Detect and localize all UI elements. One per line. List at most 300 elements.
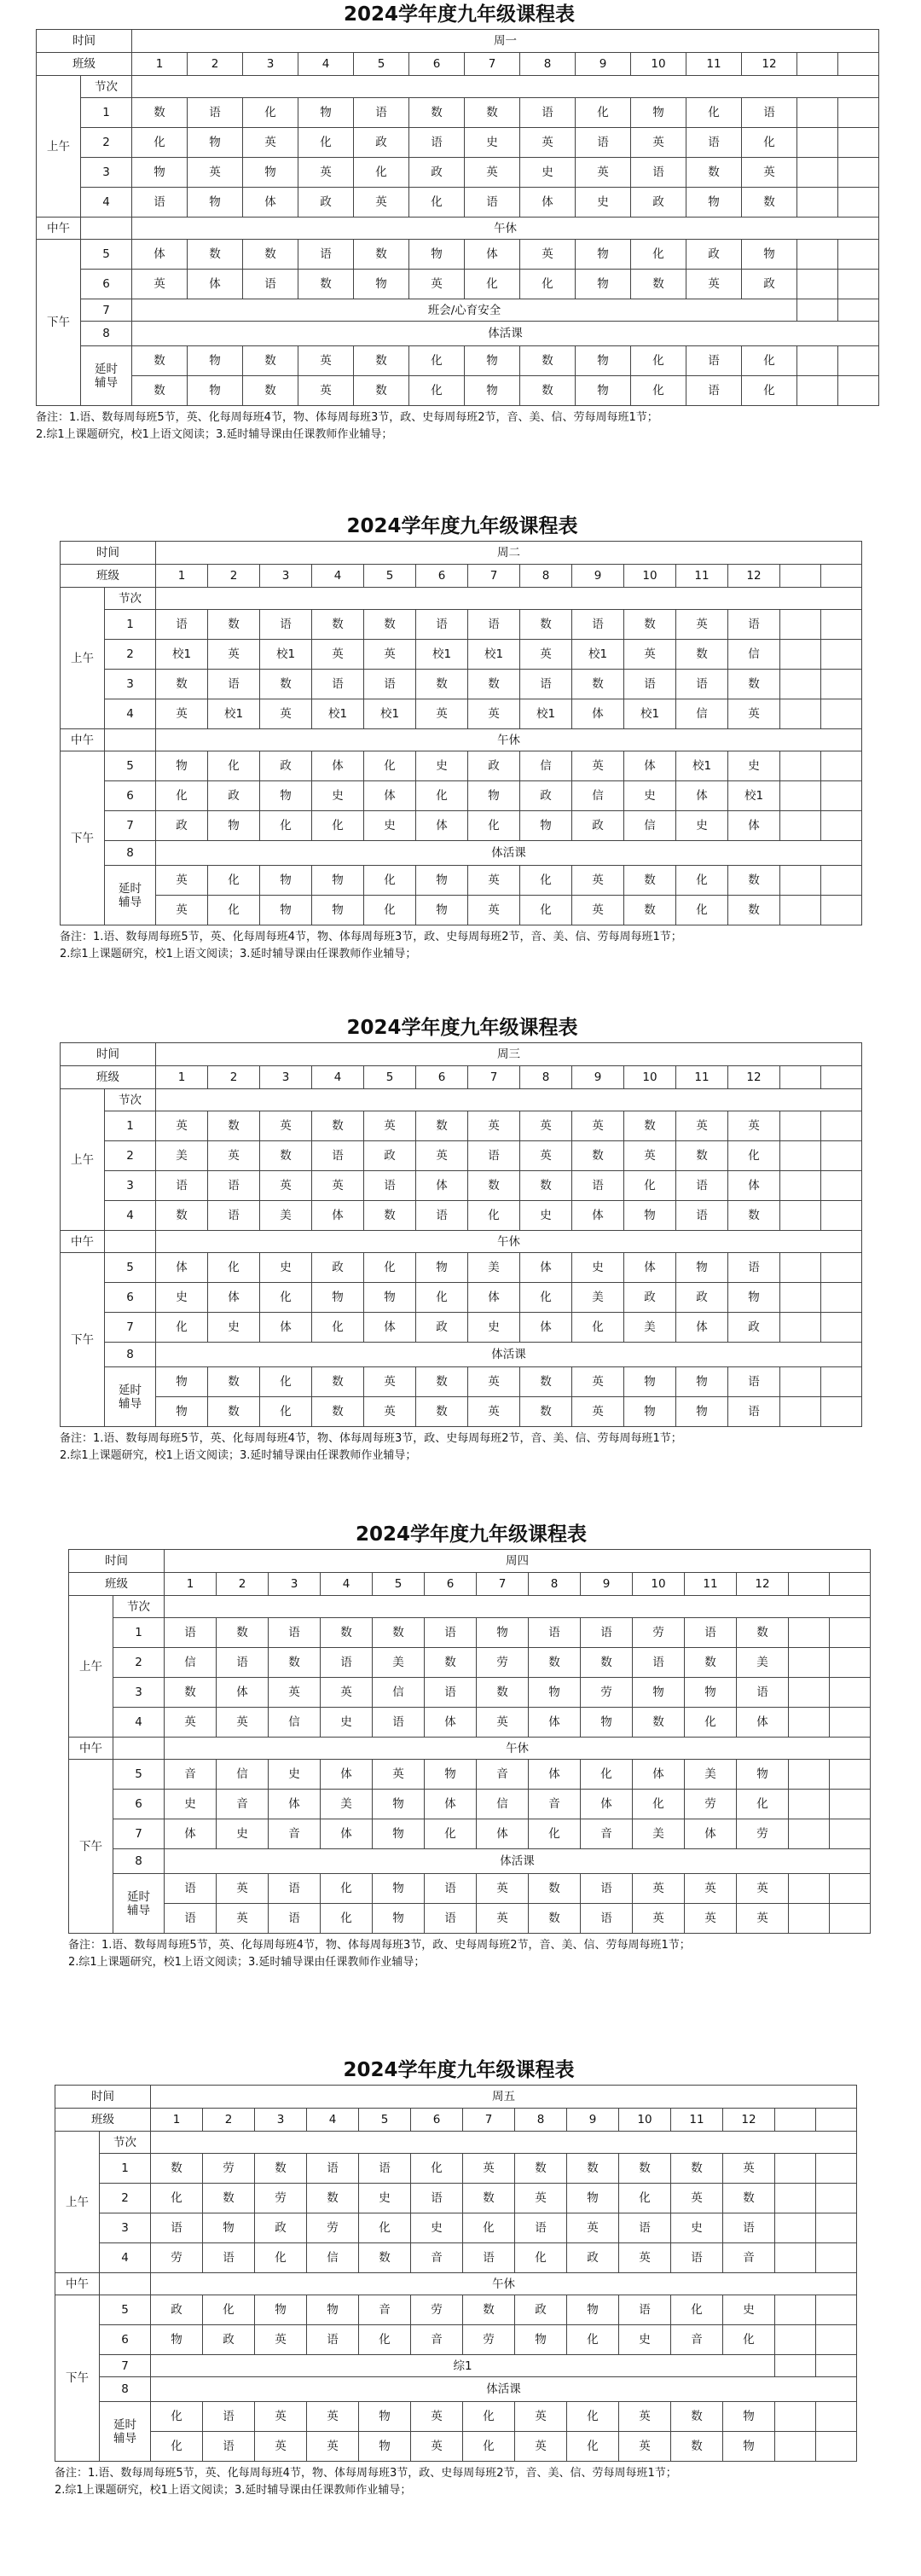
note-line-2: 2.综1上课题研究，校1上语文阅读；3.延时辅导课由任课教师作业辅导； — [36, 428, 393, 441]
class-number: 10 — [631, 53, 686, 76]
subject-cell: 语 — [631, 158, 686, 188]
subject-cell: 物 — [567, 2295, 619, 2325]
class-number: 10 — [624, 1066, 676, 1089]
subject-cell: 化 — [151, 2184, 203, 2213]
period-row-7 — [61, 811, 862, 841]
subject-cell: 语 — [572, 610, 624, 640]
subject-cell: 英 — [364, 1397, 416, 1427]
subject-cell: 语 — [671, 2243, 723, 2273]
subject-cell: 物 — [425, 1760, 477, 1790]
period-row-6 — [61, 781, 862, 811]
subject-cell: 英 — [520, 1141, 572, 1171]
extended-row-2 — [37, 376, 879, 406]
class-number: 8 — [515, 2109, 567, 2132]
period-number: 7 — [113, 1819, 165, 1849]
subject-cell: 语 — [260, 610, 312, 640]
subject-cell: 体 — [633, 1760, 685, 1790]
subject-cell: 化 — [321, 1904, 373, 1934]
subject-cell: 化 — [742, 128, 797, 158]
subject-cell: 数 — [151, 2154, 203, 2184]
empty-cell — [816, 2295, 857, 2325]
subject-cell: 化 — [416, 781, 468, 811]
period-label: 节次 — [100, 2132, 151, 2154]
period-number: 6 — [105, 781, 156, 811]
subject-cell: 物 — [416, 896, 468, 925]
subject-cell: 美 — [633, 1819, 685, 1849]
subject-cell: 语 — [165, 1904, 217, 1934]
subject-cell: 英 — [188, 158, 243, 188]
subject-cell: 物 — [631, 98, 686, 128]
subject-cell: 语 — [676, 670, 728, 699]
subject-cell: 数 — [520, 1171, 572, 1201]
empty-cell — [816, 2325, 857, 2355]
subject-cell: 信 — [165, 1648, 217, 1678]
empty-cell — [838, 188, 879, 218]
subject-cell: 化 — [468, 811, 520, 841]
subject-cell: 语 — [307, 2325, 359, 2355]
class-number: 12 — [737, 1573, 789, 1596]
extended-row-1 — [61, 1367, 862, 1397]
extended-row-1 — [37, 346, 879, 376]
empty-cell — [780, 751, 821, 781]
subject-cell: 政 — [203, 2325, 255, 2355]
period-row-2 — [37, 128, 879, 158]
subject-cell: 英 — [468, 896, 520, 925]
subject-cell: 信 — [269, 1708, 321, 1738]
class-number: 4 — [321, 1573, 373, 1596]
subject-cell: 物 — [132, 158, 188, 188]
empty-cell — [780, 1397, 821, 1427]
period-number: 8 — [113, 1849, 165, 1874]
subject-cell: 音 — [723, 2243, 775, 2273]
subject-cell: 语 — [723, 2213, 775, 2243]
schedule-table — [68, 1549, 871, 1934]
subject-cell: 语 — [576, 128, 631, 158]
period-number: 4 — [81, 188, 132, 218]
class-number: 12 — [728, 1066, 780, 1089]
header-row-day — [61, 542, 862, 565]
empty-cell — [821, 1253, 862, 1283]
extended-row-1 — [69, 1874, 871, 1904]
subject-cell: 体 — [312, 751, 364, 781]
subject-cell: 物 — [416, 866, 468, 896]
note-line-2: 2.综1上课题研究，校1上语文阅读；3.延时辅导课由任课教师作业辅导； — [60, 948, 417, 960]
subject-cell: 政 — [567, 2243, 619, 2273]
class-label: 班级 — [61, 565, 156, 588]
subject-cell: 数 — [477, 1678, 529, 1708]
empty-cell — [797, 188, 838, 218]
subject-cell: 体 — [364, 781, 416, 811]
subject-cell: 化 — [364, 896, 416, 925]
subject-cell: 英 — [572, 1397, 624, 1427]
subject-cell: 数 — [243, 376, 298, 406]
subject-cell: 语 — [354, 98, 409, 128]
class-number: 11 — [676, 1066, 728, 1089]
noon-label: 中午 — [61, 1231, 105, 1253]
subject-cell: 化 — [364, 866, 416, 896]
subject-cell: 政 — [631, 188, 686, 218]
subject-cell: 体 — [477, 1819, 529, 1849]
subject-cell: 化 — [260, 1397, 312, 1427]
subject-cell: 数 — [463, 2184, 515, 2213]
subject-cell: 数 — [624, 610, 676, 640]
class-number: 7 — [468, 1066, 520, 1089]
subject-cell: 政 — [742, 270, 797, 299]
subject-cell: 化 — [359, 2213, 411, 2243]
subject-cell: 信 — [676, 699, 728, 729]
subject-cell: 数 — [243, 346, 298, 376]
subject-cell: 化 — [151, 2402, 203, 2432]
subject-cell: 语 — [737, 1678, 789, 1708]
class-number: 5 — [364, 565, 416, 588]
class-number: 3 — [255, 2109, 307, 2132]
period-row-8 — [61, 841, 862, 866]
subject-cell: 英 — [633, 1874, 685, 1904]
afternoon-label: 下午 — [69, 1760, 113, 1934]
subject-cell: 英 — [468, 1397, 520, 1427]
class-number: 5 — [359, 2109, 411, 2132]
subject-cell: 体 — [364, 1313, 416, 1343]
empty-cell — [816, 2154, 857, 2184]
subject-cell: 英 — [255, 2325, 307, 2355]
subject-cell: 英 — [165, 1708, 217, 1738]
subject-cell: 物 — [465, 346, 520, 376]
extended-row-2 — [61, 896, 862, 925]
empty-cell — [816, 2355, 857, 2377]
subject-cell: 劳 — [255, 2184, 307, 2213]
subject-cell: 英 — [477, 1874, 529, 1904]
subject-cell: 语 — [217, 1648, 269, 1678]
subject-cell: 物 — [409, 240, 465, 270]
subject-cell: 政 — [409, 158, 465, 188]
class-number: 7 — [465, 53, 520, 76]
afternoon-label: 下午 — [55, 2295, 100, 2462]
subject-cell: 英 — [468, 1111, 520, 1141]
subject-cell: 数 — [723, 2184, 775, 2213]
empty-cell — [780, 640, 821, 670]
empty-cell — [821, 751, 862, 781]
subject-cell: 英 — [217, 1874, 269, 1904]
empty-cell — [775, 2295, 816, 2325]
header-row-classes — [61, 1066, 862, 1089]
class-number: 2 — [217, 1573, 269, 1596]
subject-cell: 政 — [515, 2295, 567, 2325]
subject-cell: 数 — [132, 346, 188, 376]
subject-cell: 语 — [742, 98, 797, 128]
subject-cell: 语 — [728, 610, 780, 640]
extended-label — [113, 1874, 165, 1934]
class-number: 6 — [416, 1066, 468, 1089]
subject-cell: 音 — [671, 2325, 723, 2355]
subject-cell: 语 — [619, 2295, 671, 2325]
subject-cell: 英 — [156, 896, 208, 925]
morning-label: 上午 — [61, 588, 105, 729]
subject-cell: 体 — [465, 240, 520, 270]
subject-cell: 政 — [728, 1313, 780, 1343]
subject-cell: 物 — [156, 1397, 208, 1427]
subject-cell: 化 — [520, 1283, 572, 1313]
subject-cell: 物 — [576, 346, 631, 376]
subject-cell: 化 — [425, 1819, 477, 1849]
subject-cell: 音 — [411, 2243, 463, 2273]
empty-cell — [780, 1141, 821, 1171]
note-line-1: 备注：1.语、数每周每班5节，英、化每周每班4节，物、体每周每班3节，政、史每周每班2节，音、美、信、劳每周每班1节； — [68, 1939, 691, 1952]
subject-cell: 化 — [208, 1253, 260, 1283]
subject-cell: 信 — [520, 751, 572, 781]
subject-cell: 语 — [676, 1201, 728, 1231]
period-row-5 — [61, 751, 862, 781]
subject-cell: 政 — [298, 188, 354, 218]
subject-cell: 数 — [312, 1397, 364, 1427]
subject-cell: 史 — [619, 2325, 671, 2355]
subject-cell: 信 — [373, 1678, 425, 1708]
extended-label — [105, 866, 156, 925]
period-row-3 — [69, 1678, 871, 1708]
subject-cell: 化 — [208, 866, 260, 896]
empty-cell — [816, 2184, 857, 2213]
subject-cell: 数 — [354, 346, 409, 376]
subject-cell: 英 — [364, 1367, 416, 1397]
class-number: 10 — [633, 1573, 685, 1596]
subject-cell: 英 — [298, 346, 354, 376]
subject-cell: 英 — [520, 128, 576, 158]
subject-cell: 物 — [359, 2402, 411, 2432]
period-number: 3 — [105, 1171, 156, 1201]
subject-cell: 校1 — [676, 751, 728, 781]
empty-cell — [821, 1111, 862, 1141]
class-number: 6 — [411, 2109, 463, 2132]
subject-cell: 物 — [624, 1201, 676, 1231]
subject-cell: 化 — [364, 751, 416, 781]
empty-cell — [821, 1397, 862, 1427]
subject-cell: 物 — [243, 158, 298, 188]
subject-cell: 物 — [260, 866, 312, 896]
subject-cell: 数 — [321, 1618, 373, 1648]
empty-cell — [780, 1201, 821, 1231]
subject-cell: 体 — [676, 781, 728, 811]
subject-cell: 化 — [409, 376, 465, 406]
subject-cell: 数 — [156, 1201, 208, 1231]
subject-cell: 数 — [208, 1111, 260, 1141]
class-number: 10 — [619, 2109, 671, 2132]
note-line-2: 2.综1上课题研究，校1上语文阅读；3.延时辅导课由任课教师作业辅导； — [68, 1956, 426, 1969]
subject-cell: 语 — [373, 1708, 425, 1738]
note-line-1: 备注：1.语、数每周每班5节，英、化每周每班4节，物、体每周每班3节，政、史每周每班2节，音、美、信、劳每周每班1节； — [36, 411, 658, 424]
subject-cell: 语 — [463, 2243, 515, 2273]
noon-row — [61, 1231, 862, 1253]
schedule-title: 2024学年度九年级课程表 — [346, 1017, 578, 1039]
subject-cell: 化 — [312, 1313, 364, 1343]
period7-merged-cell: 综1 — [151, 2355, 775, 2377]
subject-cell: 化 — [411, 2154, 463, 2184]
subject-cell: 英 — [364, 640, 416, 670]
subject-cell: 英 — [269, 1678, 321, 1708]
subject-cell: 体 — [529, 1708, 581, 1738]
subject-cell: 美 — [624, 1313, 676, 1343]
subject-cell: 英 — [477, 1904, 529, 1934]
subject-cell: 体 — [217, 1678, 269, 1708]
subject-cell: 物 — [260, 781, 312, 811]
subject-cell: 英 — [624, 640, 676, 670]
subject-cell: 化 — [463, 2213, 515, 2243]
subject-cell: 英 — [619, 2243, 671, 2273]
empty-cell — [830, 1904, 871, 1934]
class-number: 11 — [671, 2109, 723, 2132]
subject-cell: 数 — [520, 1397, 572, 1427]
period-header-row — [61, 1089, 862, 1111]
period-row-4 — [61, 1201, 862, 1231]
empty-cell — [789, 1760, 830, 1790]
subject-cell: 物 — [151, 2325, 203, 2355]
subject-cell: 化 — [529, 1819, 581, 1849]
time-label: 时间 — [69, 1550, 165, 1573]
extended-label — [81, 346, 132, 406]
subject-cell: 校1 — [520, 699, 572, 729]
day-label: 周一 — [132, 30, 879, 53]
period-row-4 — [69, 1708, 871, 1738]
subject-cell: 语 — [581, 1904, 633, 1934]
subject-cell: 数 — [463, 2295, 515, 2325]
time-label: 时间 — [55, 2086, 151, 2109]
subject-cell: 政 — [255, 2213, 307, 2243]
subject-cell: 物 — [188, 376, 243, 406]
period-number: 1 — [105, 1111, 156, 1141]
empty-cell — [780, 1253, 821, 1283]
subject-cell: 物 — [723, 2432, 775, 2462]
period-row-1 — [61, 1111, 862, 1141]
subject-cell: 化 — [156, 781, 208, 811]
subject-cell: 史 — [156, 1283, 208, 1313]
subject-cell: 校1 — [156, 640, 208, 670]
subject-cell: 化 — [354, 158, 409, 188]
empty-cell — [821, 866, 862, 896]
subject-cell: 史 — [520, 158, 576, 188]
subject-cell: 语 — [208, 1201, 260, 1231]
period-row-7 — [55, 2355, 857, 2377]
subject-cell: 语 — [619, 2213, 671, 2243]
subject-cell: 物 — [208, 811, 260, 841]
class-number: 8 — [529, 1573, 581, 1596]
subject-cell: 数 — [298, 270, 354, 299]
note-line-2: 2.综1上课题研究，校1上语文阅读；3.延时辅导课由任课教师作业辅导； — [60, 1449, 417, 1462]
subject-cell: 数 — [409, 98, 465, 128]
pe-activity-label: 体活课 — [165, 1849, 871, 1874]
subject-cell: 体 — [728, 811, 780, 841]
subject-cell: 物 — [465, 376, 520, 406]
class-number: 3 — [269, 1573, 321, 1596]
period-number: 6 — [100, 2325, 151, 2355]
period-row-6 — [37, 270, 879, 299]
noon-rest-label: 午休 — [132, 218, 879, 240]
empty-cell — [775, 2109, 816, 2132]
subject-cell: 政 — [260, 751, 312, 781]
subject-cell: 物 — [624, 1397, 676, 1427]
subject-cell: 音 — [269, 1819, 321, 1849]
empty-cell — [830, 1678, 871, 1708]
subject-cell: 英 — [633, 1904, 685, 1934]
period-row-5 — [69, 1760, 871, 1790]
subject-cell: 物 — [676, 1367, 728, 1397]
schedule-notes — [60, 1430, 865, 1465]
period-number: 3 — [81, 158, 132, 188]
subject-cell: 数 — [572, 670, 624, 699]
empty-cell — [821, 1171, 862, 1201]
subject-cell: 物 — [576, 270, 631, 299]
subject-cell: 史 — [217, 1819, 269, 1849]
subject-cell: 化 — [567, 2432, 619, 2462]
period-row-2 — [55, 2184, 857, 2213]
schedule-notes — [36, 409, 883, 444]
period-number: 8 — [105, 1343, 156, 1367]
subject-cell: 物 — [203, 2213, 255, 2243]
class-number: 1 — [156, 1066, 208, 1089]
subject-cell: 化 — [132, 128, 188, 158]
extended-label — [100, 2402, 151, 2462]
subject-cell: 体 — [572, 699, 624, 729]
subject-cell: 物 — [520, 811, 572, 841]
empty-cell — [838, 270, 879, 299]
empty-cell — [105, 729, 156, 751]
subject-cell: 语 — [156, 610, 208, 640]
subject-cell: 语 — [243, 270, 298, 299]
class-number: 11 — [686, 53, 742, 76]
subject-cell: 语 — [165, 1874, 217, 1904]
empty-cell — [821, 1066, 862, 1089]
subject-cell: 数 — [203, 2184, 255, 2213]
subject-cell: 音 — [411, 2325, 463, 2355]
empty-cell — [821, 1367, 862, 1397]
subject-cell: 美 — [373, 1648, 425, 1678]
subject-cell: 语 — [425, 1904, 477, 1934]
subject-cell: 数 — [359, 2243, 411, 2273]
subject-cell: 政 — [354, 128, 409, 158]
subject-cell: 物 — [260, 896, 312, 925]
subject-cell: 体 — [728, 1171, 780, 1201]
class-number: 6 — [416, 565, 468, 588]
schedule-title: 2024学年度九年级课程表 — [355, 1523, 587, 1546]
subject-cell: 化 — [567, 2402, 619, 2432]
empty-cell — [797, 240, 838, 270]
subject-cell: 化 — [742, 346, 797, 376]
subject-cell: 数 — [425, 1648, 477, 1678]
subject-cell: 化 — [359, 2325, 411, 2355]
subject-cell: 史 — [416, 751, 468, 781]
subject-cell: 政 — [572, 811, 624, 841]
subject-cell: 史 — [208, 1313, 260, 1343]
subject-cell: 史 — [520, 1201, 572, 1231]
subject-cell: 语 — [520, 98, 576, 128]
extended-label-line1: 延时 — [95, 362, 118, 376]
class-number: 1 — [151, 2109, 203, 2132]
empty-cell — [105, 1231, 156, 1253]
period-number: 2 — [100, 2184, 151, 2213]
afternoon-label: 下午 — [61, 1253, 105, 1427]
class-number: 9 — [576, 53, 631, 76]
subject-cell: 数 — [416, 1367, 468, 1397]
empty-cell — [821, 640, 862, 670]
subject-cell: 校1 — [312, 699, 364, 729]
period-header-row — [69, 1596, 871, 1618]
period-row-6 — [69, 1790, 871, 1819]
subject-cell: 英 — [572, 751, 624, 781]
empty-cell — [100, 2273, 151, 2295]
subject-cell: 化 — [409, 188, 465, 218]
subject-cell: 数 — [737, 1618, 789, 1648]
subject-cell: 语 — [686, 376, 742, 406]
subject-cell: 史 — [260, 1253, 312, 1283]
empty-cell — [838, 346, 879, 376]
subject-cell: 化 — [260, 811, 312, 841]
